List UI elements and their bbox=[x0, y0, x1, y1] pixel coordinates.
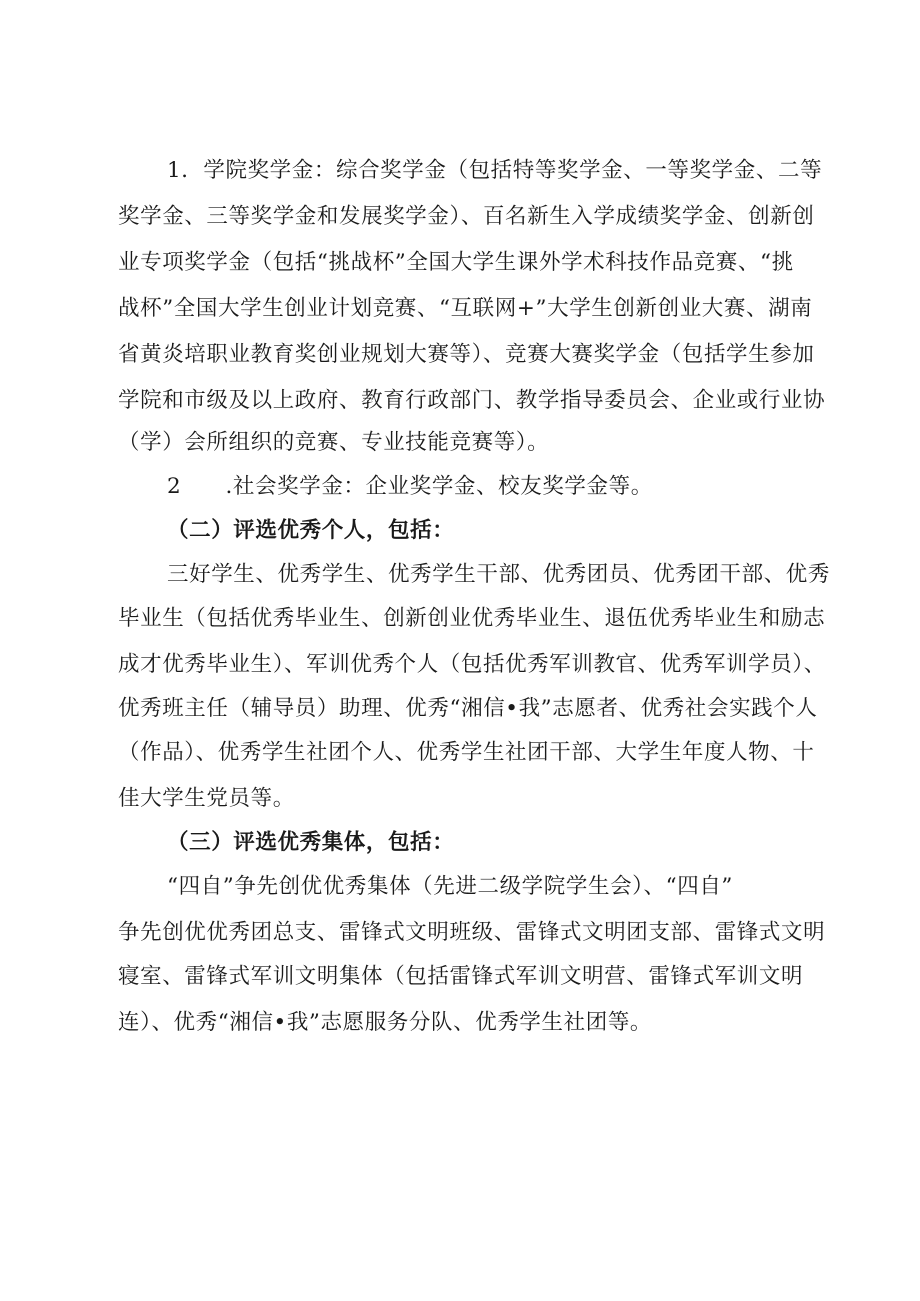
paragraph-4-line-4: 连）、优秀“湘信•我”志愿服务分队、优秀学生社团等。 bbox=[118, 1010, 653, 1035]
paragraph-3-line-4: 优秀班主任（辅导员）助理、优秀“湘信•我”志愿者、优秀社会实践个人 bbox=[118, 696, 818, 721]
section-heading-2: （二）评选优秀个人，包括： bbox=[167, 518, 455, 543]
paragraph-4-line-1: “四自”争先创优优秀集体（先进二级学院学生会）、“四自” bbox=[167, 874, 734, 899]
paragraph-3-line-3: 成才优秀毕业生）、军训优秀个人（包括优秀军训教官、优秀军训学员）、 bbox=[118, 652, 826, 677]
paragraph-2: 2 .社会奖学金：企业奖学金、校友奖学金等。 bbox=[167, 474, 653, 499]
paragraph-1-line-7: （学）会所组织的竞赛、专业技能竞赛等）。 bbox=[118, 430, 550, 455]
paragraph-1-line-6: 学院和市级及以上政府、教育行政部门、教学指导委员会、企业或行业协 bbox=[118, 388, 826, 413]
paragraph-1-line-1: 1．学院奖学金：综合奖学金（包括特等奖学金、一等奖学金、二等 bbox=[167, 158, 823, 183]
paragraph-4-line-2: 争先创优优秀团总支、雷锋式文明班级、雷锋式文明团支部、雷锋式文明 bbox=[118, 920, 826, 945]
paragraph-1-line-5: 省黄炎培职业教育奖创业规划大赛等）、竞赛大赛奖学金（包括学生参加 bbox=[118, 342, 815, 367]
section-heading-3: （三）评选优秀集体，包括： bbox=[167, 830, 455, 855]
paragraph-4-line-3: 寝室、雷锋式军训文明集体（包括雷锋式军训文明营、雷锋式军训文明 bbox=[118, 964, 804, 989]
paragraph-1-line-2: 奖学金、三等奖学金和发展奖学金）、百名新生入学成绩奖学金、创新创 bbox=[118, 204, 815, 229]
paragraph-3-line-6: 佳大学生党员等。 bbox=[118, 786, 295, 811]
paragraph-1-line-4: 战杯”全国大学生创业计划竞赛、“互联网+”大学生创新创业大赛、湖南 bbox=[118, 296, 813, 321]
paragraph-3-line-2: 毕业生（包括优秀毕业生、创新创业优秀毕业生、退伍优秀毕业生和励志 bbox=[118, 606, 826, 631]
paragraph-3-line-5: （作品）、优秀学生社团个人、优秀学生社团干部、大学生年度人物、十 bbox=[118, 740, 815, 765]
paragraph-1-line-3: 业专项奖学金（包括“挑战杯”全国大学生课外学术科技作品竞赛、“挑 bbox=[118, 250, 794, 275]
paragraph-3-line-1: 三好学生、优秀学生、优秀学生干部、优秀团员、优秀团干部、优秀 bbox=[167, 562, 831, 587]
